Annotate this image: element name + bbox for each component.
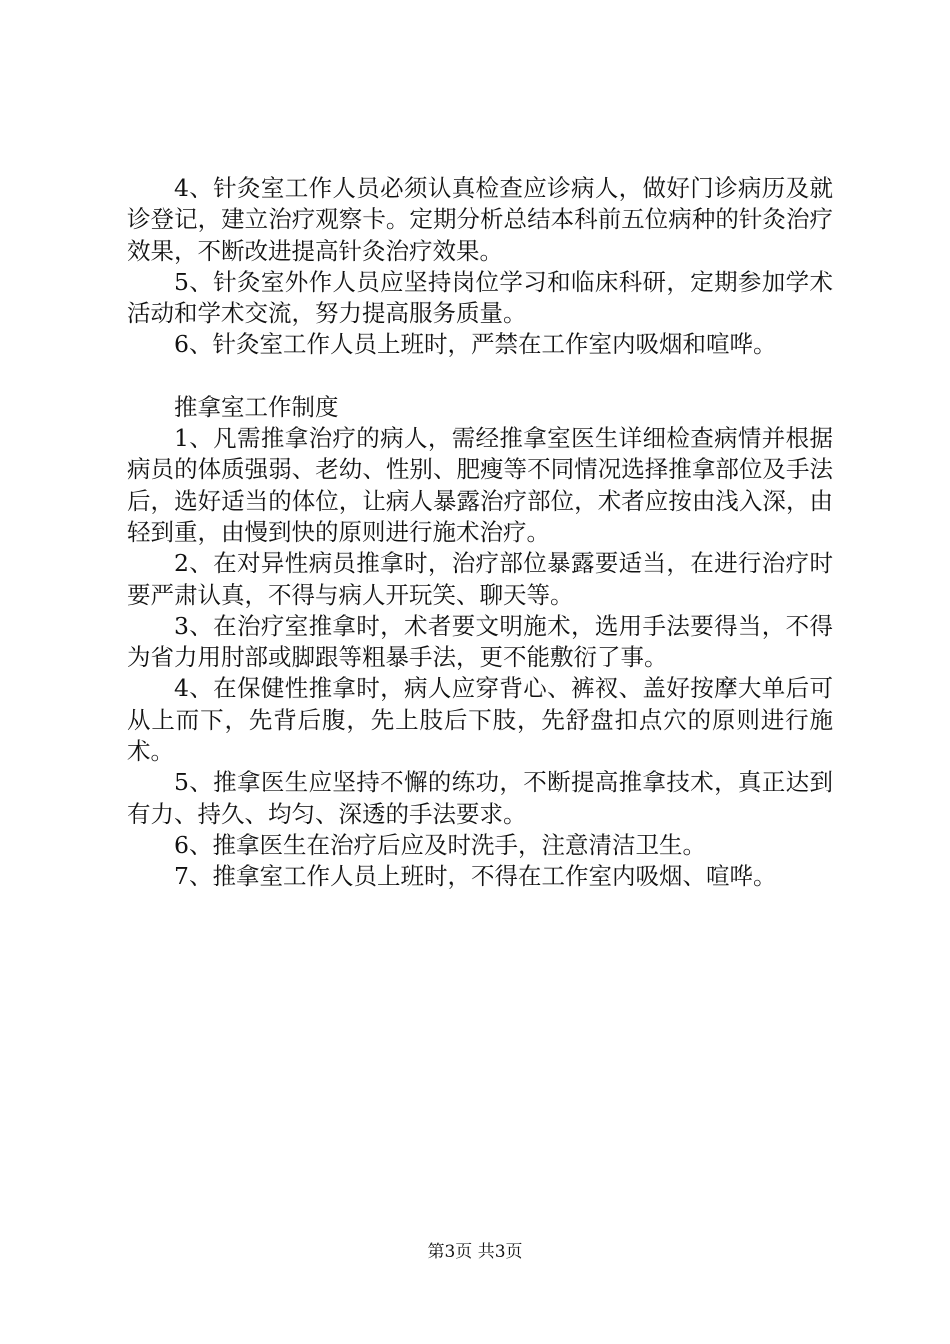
paragraph-acupuncture-5: 5、针灸室外作人员应坚持岗位学习和临床科研，定期参加学术活动和学术交流，努力提高服务质量。 — [127, 267, 833, 328]
paragraph-acupuncture-6: 6、针灸室工作人员上班时，严禁在工作室内吸烟和喧哗。 — [174, 330, 777, 359]
paragraph-massage-7: 7、推拿室工作人员上班时，不得在工作室内吸烟、喧哗。 — [174, 862, 777, 891]
paragraph-massage-5: 5、推拿医生应坚持不懈的练功，不断提高推拿技术，真正达到有力、持久、均匀、深透的手法要求。 — [127, 768, 833, 828]
paragraph-massage-4: 4、在保健性推拿时，病人应穿背心、裤衩、盖好按摩大单后可从上而下，先背后腹，先上肢后下肢，先舒盘扣点穴的原则进行施术。 — [127, 674, 833, 766]
document-body — [127, 173, 833, 893]
paragraph-acupuncture-4: 4、针灸室工作人员必须认真检查应诊病人，做好门诊病历及就诊登记，建立治疗观察卡。定期分析总结本科前五位病种的针灸治疗效果，不断改进提高针灸治疗效果。 — [127, 174, 833, 265]
section-spacer — [127, 361, 833, 392]
paragraph-massage-2: 2、在对异性病员推拿时，治疗部位暴露要适当，在进行治疗时要严肃认真，不得与病人开玩笑、聊天等。 — [127, 549, 833, 609]
section-title-massage-room: 推拿室工作制度 — [174, 392, 339, 421]
paragraph-massage-3: 3、在治疗室推拿时，术者要文明施术，选用手法要得当，不得为省力用肘部或脚跟等粗暴手法，更不能敷衍了事。 — [127, 611, 833, 672]
paragraph-massage-6: 6、推拿医生在治疗后应及时洗手，注意清洁卫生。 — [174, 830, 706, 859]
paragraph-massage-1: 1、凡需推拿治疗的病人，需经推拿室医生详细检查病情并根据病员的体质强弱、老幼、性别、肥瘦等不同情况选择推拿部位及手法后，选好适当的体位，让病人暴露治疗部位，术者应按由浅入深，由轻到重，由慢到快的原则进行施术治疗。 — [127, 424, 833, 546]
page-number-footer: 第3页 共3页 — [427, 1242, 523, 1262]
